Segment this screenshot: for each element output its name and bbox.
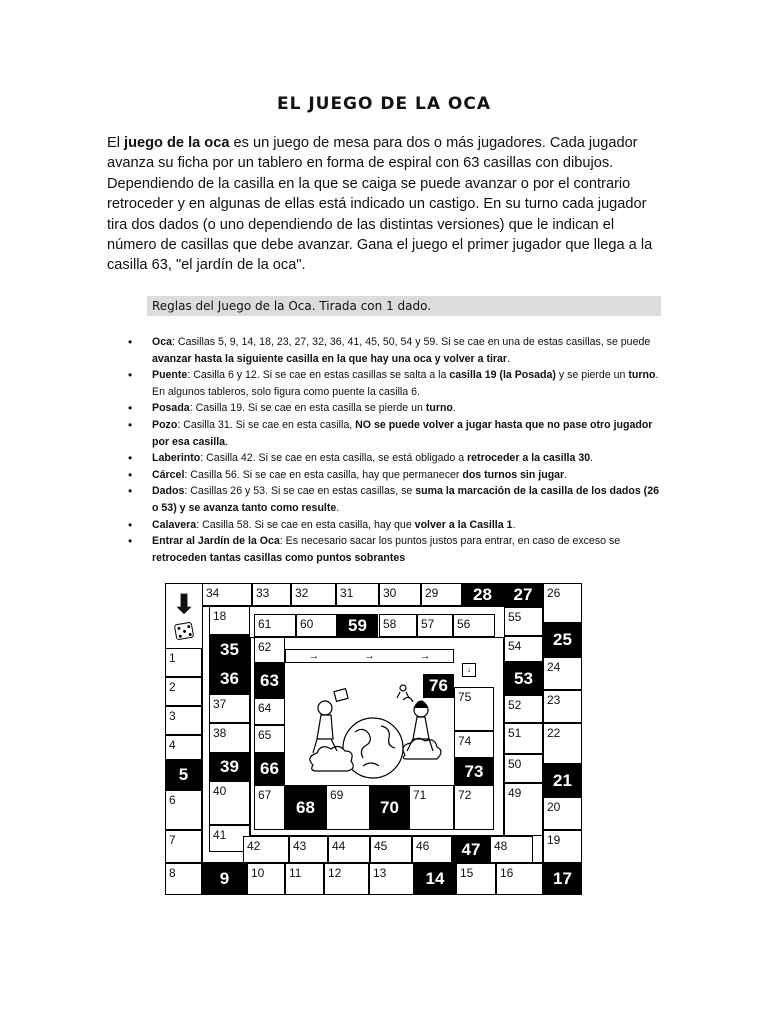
rule-item [128,334,668,367]
board-cell-70: 70 [370,785,409,830]
rule-text: : Casilla 19. Si se cae en esta casilla se pierde un [189,402,426,415]
board-cell-50: 50 [504,754,543,783]
rule-text: . [564,468,568,481]
rule-text: : Casillas 5, 9, 14, 18, 23, 27, 32, 36, 41, 45, 50, 54 y 59. Si se cae en una de estas casillas, se puede [172,336,651,348]
board-cell-18: 18 [209,606,250,635]
board-cell-4: 4 [165,735,202,760]
board-cell-19: 19 [543,830,582,863]
rule-bold-text: Cárcel [152,468,185,481]
board-cell-42: 42 [243,836,289,863]
board-cell-7: 7 [165,830,202,863]
rule-text: . [590,452,594,465]
rule-item [128,400,668,417]
board-cell-53: 53 [504,662,543,695]
board-cell-65: 65 [254,725,285,753]
intro-bold-term: juego de la oca [124,135,230,151]
board-cell-35: 35 [209,635,250,664]
board-cell-71: 71 [409,785,454,830]
board-cell-46: 46 [412,836,452,863]
board-cell-27: 27 [503,583,543,606]
rules-list [128,334,668,566]
board-cell-48: 48 [490,836,533,863]
direction-arrow-strip [285,649,454,663]
board-cell-74: 74 [454,731,494,758]
board-cell-2: 2 [165,677,202,706]
game-board [165,577,608,895]
right-arrow-icon: → [363,650,375,662]
board-cell-40: 40 [209,781,250,825]
board-cell-11: 11 [285,863,324,895]
rule-bold-text: turno [628,369,656,382]
board-cell-17: 17 [543,863,582,895]
page-title: EL JUEGO DE LA OCA [276,94,492,114]
rules-header: Reglas del Juego de la Oca. Tirada con 1 dado. [147,296,661,316]
board-cell-52: 52 [504,695,543,723]
board-cell-64: 64 [254,698,285,725]
board-cell-37: 37 [209,694,250,723]
start-arrow-icon: ⬇ [173,589,195,619]
dice-icon [174,622,195,641]
rule-bold-text: Laberinto [152,452,201,465]
board-cell-67: 67 [254,785,285,830]
board-cell-45: 45 [370,836,412,863]
board-cell-39: 39 [209,753,250,781]
board-cell-44: 44 [328,836,370,863]
intro-text-1: El [107,135,125,151]
board-cell-32: 32 [291,583,336,606]
board-cell-1: 1 [165,648,202,677]
board-cell-54: 54 [504,636,543,662]
board-cell-29: 29 [421,583,462,606]
rule-bold-text: casilla 19 (la Posada) [449,369,556,382]
rule-bold-text: Entrar al Jardín de la Oca [152,535,280,548]
board-cell-38: 38 [209,723,250,753]
board-cell-5: 5 [165,760,202,790]
rule-text: : Casilla 56. Si se cae en esta casilla, hay que permanecer [184,468,463,481]
board-cell-69: 69 [326,785,370,830]
board-cell-8: 8 [165,863,202,895]
board-cell-41: 41 [209,825,250,852]
rule-text: . [452,402,456,415]
board-cell-51: 51 [504,723,543,754]
board-cell-13: 13 [369,863,414,895]
board-cell-49: 49 [504,783,543,836]
board-cell-55: 55 [504,607,543,636]
board-cell-76: 76 [423,674,454,698]
board-cell-60: 60 [296,614,337,637]
rule-bold-text: retroceden tantas casillas como puntos sobrantes [152,551,406,564]
board-cell-33: 33 [252,583,291,606]
board-cell-12: 12 [324,863,369,895]
board-cell-75: 75 [454,687,494,731]
board-cell-30: 30 [379,583,421,606]
rule-text: : Casilla 58. Si se cae en esta casilla, hay que [196,518,415,531]
board-cell-31: 31 [336,583,379,606]
board-cell-3: 3 [165,706,202,735]
rule-bold-text: NO se puede volver a jugar hasta que no pase otro jugador por esa casilla [152,418,653,448]
board-cell-28: 28 [462,583,503,606]
rule-text: . [225,435,228,448]
board-cell-66: 66 [254,753,285,785]
rule-bold-text: dos turnos sin jugar [462,468,565,481]
board-cell-68: 68 [285,785,326,830]
down-arrow-icon: ↓ [462,663,476,677]
rule-text: : Casilla 6 y 12. Si se cae en estas casillas se salta a la [187,369,450,382]
rule-bold-text: Dados [152,485,185,498]
rule-text: y se pierde un [555,369,629,382]
board-cell-47: 47 [452,836,490,863]
board-cell-63: 63 [254,663,285,698]
rule-item [128,367,668,400]
board-cell-36: 36 [209,664,250,694]
intro-text-2: es un juego de mesa para dos o más jugadores. Cada jugador avanza su ficha por un tablero en forma de espiral con 63 casillas con dibujos. Dependiendo de la casilla en la que se caiga se puede avanzar o por el contrario retroceder y en algunas de ellas está indicado un castigo. En su turno cada jugador tira dos dados (o uno dependiendo de las distintas versiones) que le indican el número de casillas que debe avanzar. Gana el juego el primer jugador que llega a la casilla 63, "el jardín de la oca". [107,135,653,274]
rule-item [128,450,668,467]
rule-bold-text: retroceder a la casilla 30 [467,452,591,465]
board-cell-59: 59 [337,614,378,637]
board-cell-73: 73 [454,758,494,785]
rule-text: . [512,518,516,531]
rule-bold-text: Puente [152,369,188,382]
rule-bold-text: avanzar hasta la siguiente casilla en la que hay una oca y volver a tirar [152,352,508,365]
rule-bold-text: volver a la Casilla 1 [414,518,513,531]
board-cell-57: 57 [417,614,453,637]
board-cell-14: 14 [414,863,456,895]
board-cell-26: 26 [543,583,582,623]
board-cell-22: 22 [543,723,582,764]
rule-bold-text: Oca [152,336,173,348]
rule-bold-text: Pozo [152,418,178,431]
rule-bold-text: Posada [152,402,190,415]
board-cell-6: 6 [165,790,202,830]
board-cell-62: 62 [254,637,285,663]
rule-text: . [336,501,340,514]
rule-text: . [507,352,511,365]
rule-item [128,533,668,566]
rule-text: : Casilla 42. Si se cae en esta casilla, se está obligado a [200,452,468,465]
board-cell-9: 9 [202,863,247,895]
rule-text: : Es necesario sacar los puntos justos para entrar, en caso de exceso se [279,535,621,548]
board-cell-15: 15 [456,863,496,895]
board-cell-23: 23 [543,690,582,723]
rule-text: . En algunos tableros, solo figura como puente la casilla 6. [152,369,659,398]
board-cell-25: 25 [543,623,582,657]
board-cell-43: 43 [289,836,328,863]
children-globe-illustration [293,670,453,785]
rule-bold-text: suma la marcación de la casilla de los dados (26 o 53) y se avanza tanto como resulte [152,485,659,514]
board-cell-20: 20 [543,797,582,830]
rule-item [128,517,668,534]
rule-item [128,467,668,484]
board-cell-58: 58 [379,614,417,637]
right-arrow-icon: → [308,650,320,662]
board-cell-24: 24 [543,657,582,690]
board-cell-72: 72 [454,785,494,830]
board-cell-10: 10 [247,863,285,895]
rule-text: : Casillas 26 y 53. Si se cae en estas casillas, se [184,485,416,498]
board-cell-21: 21 [543,764,582,797]
board-cell-56: 56 [453,614,495,637]
rule-bold-text: Calavera [152,518,197,531]
rule-item [128,417,668,450]
board-cell-16: 16 [496,863,543,895]
board-cell-34: 34 [202,583,252,606]
board-cell-61: 61 [254,614,296,637]
rule-text: : Casilla 31. Si se cae en esta casilla, [177,418,356,431]
rule-bold-text: turno [425,402,453,415]
intro-paragraph [107,133,667,276]
right-arrow-icon: → [419,650,431,662]
rule-item [128,483,668,516]
